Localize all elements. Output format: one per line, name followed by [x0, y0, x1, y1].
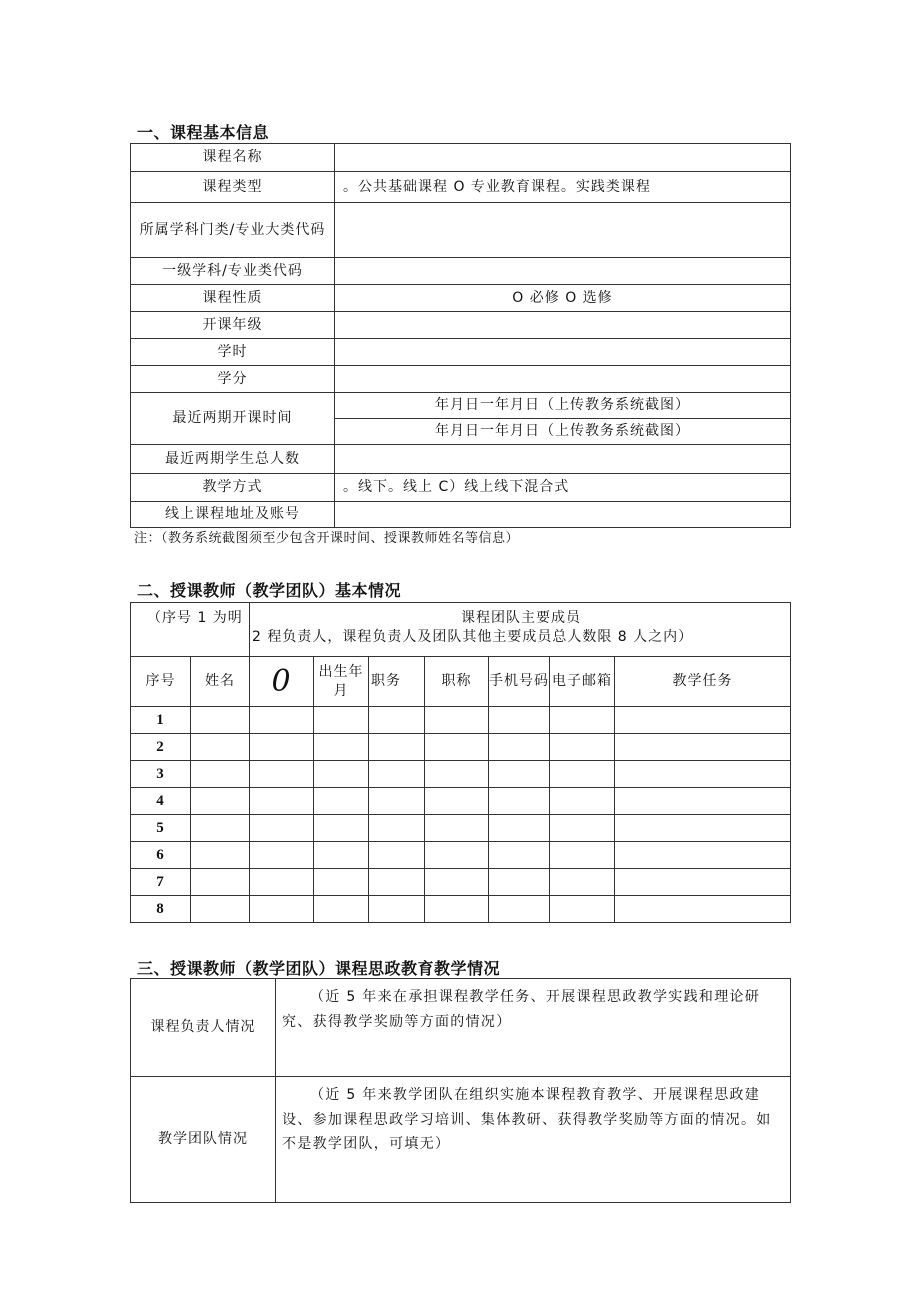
- row-grade: [131, 312, 791, 339]
- member-cell[interactable]: [250, 761, 314, 788]
- member-cell[interactable]: [314, 788, 369, 815]
- team-members-table: [130, 602, 791, 923]
- member-cell[interactable]: [489, 734, 550, 761]
- member-cell[interactable]: [425, 707, 489, 734]
- member-cell[interactable]: [615, 896, 791, 923]
- member-cell[interactable]: [250, 788, 314, 815]
- row-discipline: [131, 203, 791, 258]
- member-cell[interactable]: [489, 869, 550, 896]
- label-course-name: 课程名称: [131, 144, 335, 172]
- section3-title: 三、授课教师（教学团队）课程思政教育教学情况: [137, 961, 501, 978]
- table-row: [131, 896, 791, 923]
- member-cell[interactable]: [425, 761, 489, 788]
- col-email: 电子邮箱: [550, 657, 615, 707]
- table-row: [131, 761, 791, 788]
- member-cell[interactable]: [550, 815, 615, 842]
- member-seq: 5: [131, 815, 191, 842]
- member-seq: 3: [131, 761, 191, 788]
- value-online-address[interactable]: [335, 502, 791, 528]
- member-seq: 4: [131, 788, 191, 815]
- member-cell[interactable]: [191, 815, 250, 842]
- member-cell[interactable]: [615, 815, 791, 842]
- member-cell[interactable]: [615, 788, 791, 815]
- label-teaching-mode: 教学方式: [131, 474, 335, 502]
- row-students: [131, 445, 791, 474]
- row-credits: [131, 366, 791, 393]
- member-seq: 6: [131, 842, 191, 869]
- member-seq: 1: [131, 707, 191, 734]
- label-grade: 开课年级: [131, 312, 335, 339]
- member-cell[interactable]: [191, 761, 250, 788]
- member-cell[interactable]: [250, 734, 314, 761]
- member-cell[interactable]: [550, 734, 615, 761]
- member-cell[interactable]: [314, 869, 369, 896]
- row-leader: [131, 979, 791, 1077]
- team-column-headers: [131, 657, 791, 707]
- member-cell[interactable]: [191, 734, 250, 761]
- value-team[interactable]: （近 5 年来教学团队在组织实施本课程教育教学、开展课程思政建设、参加课程思政学习培训、集体教研、获得教学奖励等方面的情况。如不是教学团队，可填无）: [276, 1077, 791, 1203]
- member-cell[interactable]: [314, 761, 369, 788]
- table-row: [131, 707, 791, 734]
- value-students[interactable]: [335, 445, 791, 474]
- member-cell[interactable]: [250, 815, 314, 842]
- member-cell[interactable]: [550, 761, 615, 788]
- member-cell[interactable]: [489, 761, 550, 788]
- label-students: 最近两期学生总人数: [131, 445, 335, 474]
- label-discipline: 所属学科门类/专业大类代码: [131, 203, 335, 258]
- team-heading: 课程团队主要成员: [461, 610, 581, 626]
- value-grade[interactable]: [335, 312, 791, 339]
- row-team: [131, 1077, 791, 1203]
- team-left-note: （序号 1 为明: [131, 603, 250, 657]
- col-mark: 0: [250, 657, 314, 707]
- member-cell[interactable]: [369, 896, 425, 923]
- member-cell[interactable]: [250, 896, 314, 923]
- member-cell[interactable]: [425, 788, 489, 815]
- member-cell[interactable]: [550, 896, 615, 923]
- member-rows: [131, 707, 791, 923]
- section1-title: 一、课程基本信息: [137, 125, 270, 142]
- value-teaching-mode[interactable]: 。线下。线上 C）线上线下混合式: [335, 474, 791, 502]
- member-cell[interactable]: [191, 707, 250, 734]
- member-seq: 7: [131, 869, 191, 896]
- member-cell[interactable]: [489, 707, 550, 734]
- member-cell[interactable]: [369, 734, 425, 761]
- team-header-row: [131, 603, 791, 657]
- row-course-type: [131, 172, 791, 203]
- member-cell[interactable]: [314, 734, 369, 761]
- member-cell[interactable]: [425, 869, 489, 896]
- label-team: 教学团队情况: [131, 1077, 276, 1203]
- row-teaching-mode: [131, 474, 791, 502]
- screenshot-note: 注：（教务系统截图须至少包含开课时间、授课教师姓名等信息）: [134, 531, 520, 546]
- value-recent-time-2[interactable]: 年月日一年月日（上传教务系统截图）: [335, 419, 791, 445]
- member-cell[interactable]: [250, 707, 314, 734]
- row-hours: [131, 339, 791, 366]
- member-cell[interactable]: [314, 896, 369, 923]
- member-cell[interactable]: [369, 788, 425, 815]
- member-cell[interactable]: [369, 869, 425, 896]
- member-cell[interactable]: [615, 869, 791, 896]
- label-credits: 学分: [131, 366, 335, 393]
- table-row: [131, 842, 791, 869]
- member-cell[interactable]: [489, 842, 550, 869]
- member-cell[interactable]: [550, 788, 615, 815]
- col-birth: 出生年月: [314, 657, 369, 707]
- member-cell[interactable]: [615, 842, 791, 869]
- member-cell[interactable]: [615, 761, 791, 788]
- value-credits[interactable]: [335, 366, 791, 393]
- member-cell[interactable]: [425, 815, 489, 842]
- member-cell[interactable]: [489, 896, 550, 923]
- label-course-type: 课程类型: [131, 172, 335, 203]
- member-cell[interactable]: [314, 707, 369, 734]
- member-cell[interactable]: [191, 842, 250, 869]
- value-primary-discipline[interactable]: [335, 258, 791, 285]
- col-task: 教学任务: [615, 657, 791, 707]
- value-discipline[interactable]: [335, 203, 791, 258]
- label-recent-time: 最近两期开课时间: [131, 393, 335, 445]
- table-row: [131, 788, 791, 815]
- team-desc: 2 程负责人，课程负责人及团队其他主要成员总人数限 8 人之内）: [252, 628, 694, 645]
- col-seq: 序号: [131, 657, 191, 707]
- row-primary-discipline: [131, 258, 791, 285]
- member-cell[interactable]: [369, 707, 425, 734]
- row-course-nature: [131, 285, 791, 312]
- member-cell[interactable]: [550, 842, 615, 869]
- section2-title: 二、授课教师（教学团队）基本情况: [137, 583, 402, 600]
- member-cell[interactable]: [615, 707, 791, 734]
- col-phone: 手机号码: [489, 657, 550, 707]
- course-info-table: [130, 143, 791, 528]
- value-hours[interactable]: [335, 339, 791, 366]
- member-seq: 2: [131, 734, 191, 761]
- table-row: [131, 734, 791, 761]
- member-cell[interactable]: [425, 842, 489, 869]
- label-leader: 课程负责人情况: [131, 979, 276, 1077]
- member-cell[interactable]: [550, 707, 615, 734]
- member-cell[interactable]: [314, 842, 369, 869]
- member-seq: 8: [131, 896, 191, 923]
- member-cell[interactable]: [489, 815, 550, 842]
- label-online-address: 线上课程地址及账号: [131, 502, 335, 528]
- value-course-type[interactable]: 。公共基础课程 O 专业教育课程。实践类课程: [335, 172, 791, 203]
- value-course-name[interactable]: [335, 144, 791, 172]
- member-cell[interactable]: [369, 842, 425, 869]
- row-recent-time-1: [131, 393, 791, 419]
- value-leader[interactable]: （近 5 年来在承担课程教学任务、开展课程思政教学实践和理论研究、获得教学奖励等方面的情况）: [276, 979, 791, 1077]
- member-cell[interactable]: [425, 896, 489, 923]
- member-cell[interactable]: [191, 896, 250, 923]
- member-cell[interactable]: [191, 788, 250, 815]
- table-row: [131, 869, 791, 896]
- member-cell[interactable]: [369, 761, 425, 788]
- member-cell[interactable]: [425, 734, 489, 761]
- col-position: 职务: [369, 657, 425, 707]
- member-cell[interactable]: [314, 815, 369, 842]
- col-title: 职称: [425, 657, 489, 707]
- member-cell[interactable]: [191, 869, 250, 896]
- table-row: [131, 815, 791, 842]
- ideology-table: [130, 978, 791, 1203]
- value-recent-time-1[interactable]: 年月日一年月日（上传教务系统截图）: [335, 393, 791, 419]
- row-online-address: [131, 502, 791, 528]
- team-heading-cell: [250, 603, 791, 657]
- member-cell[interactable]: [369, 815, 425, 842]
- member-cell[interactable]: [615, 734, 791, 761]
- member-cell[interactable]: [250, 869, 314, 896]
- row-course-name: [131, 144, 791, 172]
- member-cell[interactable]: [250, 842, 314, 869]
- value-course-nature[interactable]: O 必修 O 选修: [335, 285, 791, 312]
- member-cell[interactable]: [550, 869, 615, 896]
- member-cell[interactable]: [489, 788, 550, 815]
- col-name: 姓名: [191, 657, 250, 707]
- label-course-nature: 课程性质: [131, 285, 335, 312]
- label-hours: 学时: [131, 339, 335, 366]
- label-primary-discipline: 一级学科/专业类代码: [131, 258, 335, 285]
